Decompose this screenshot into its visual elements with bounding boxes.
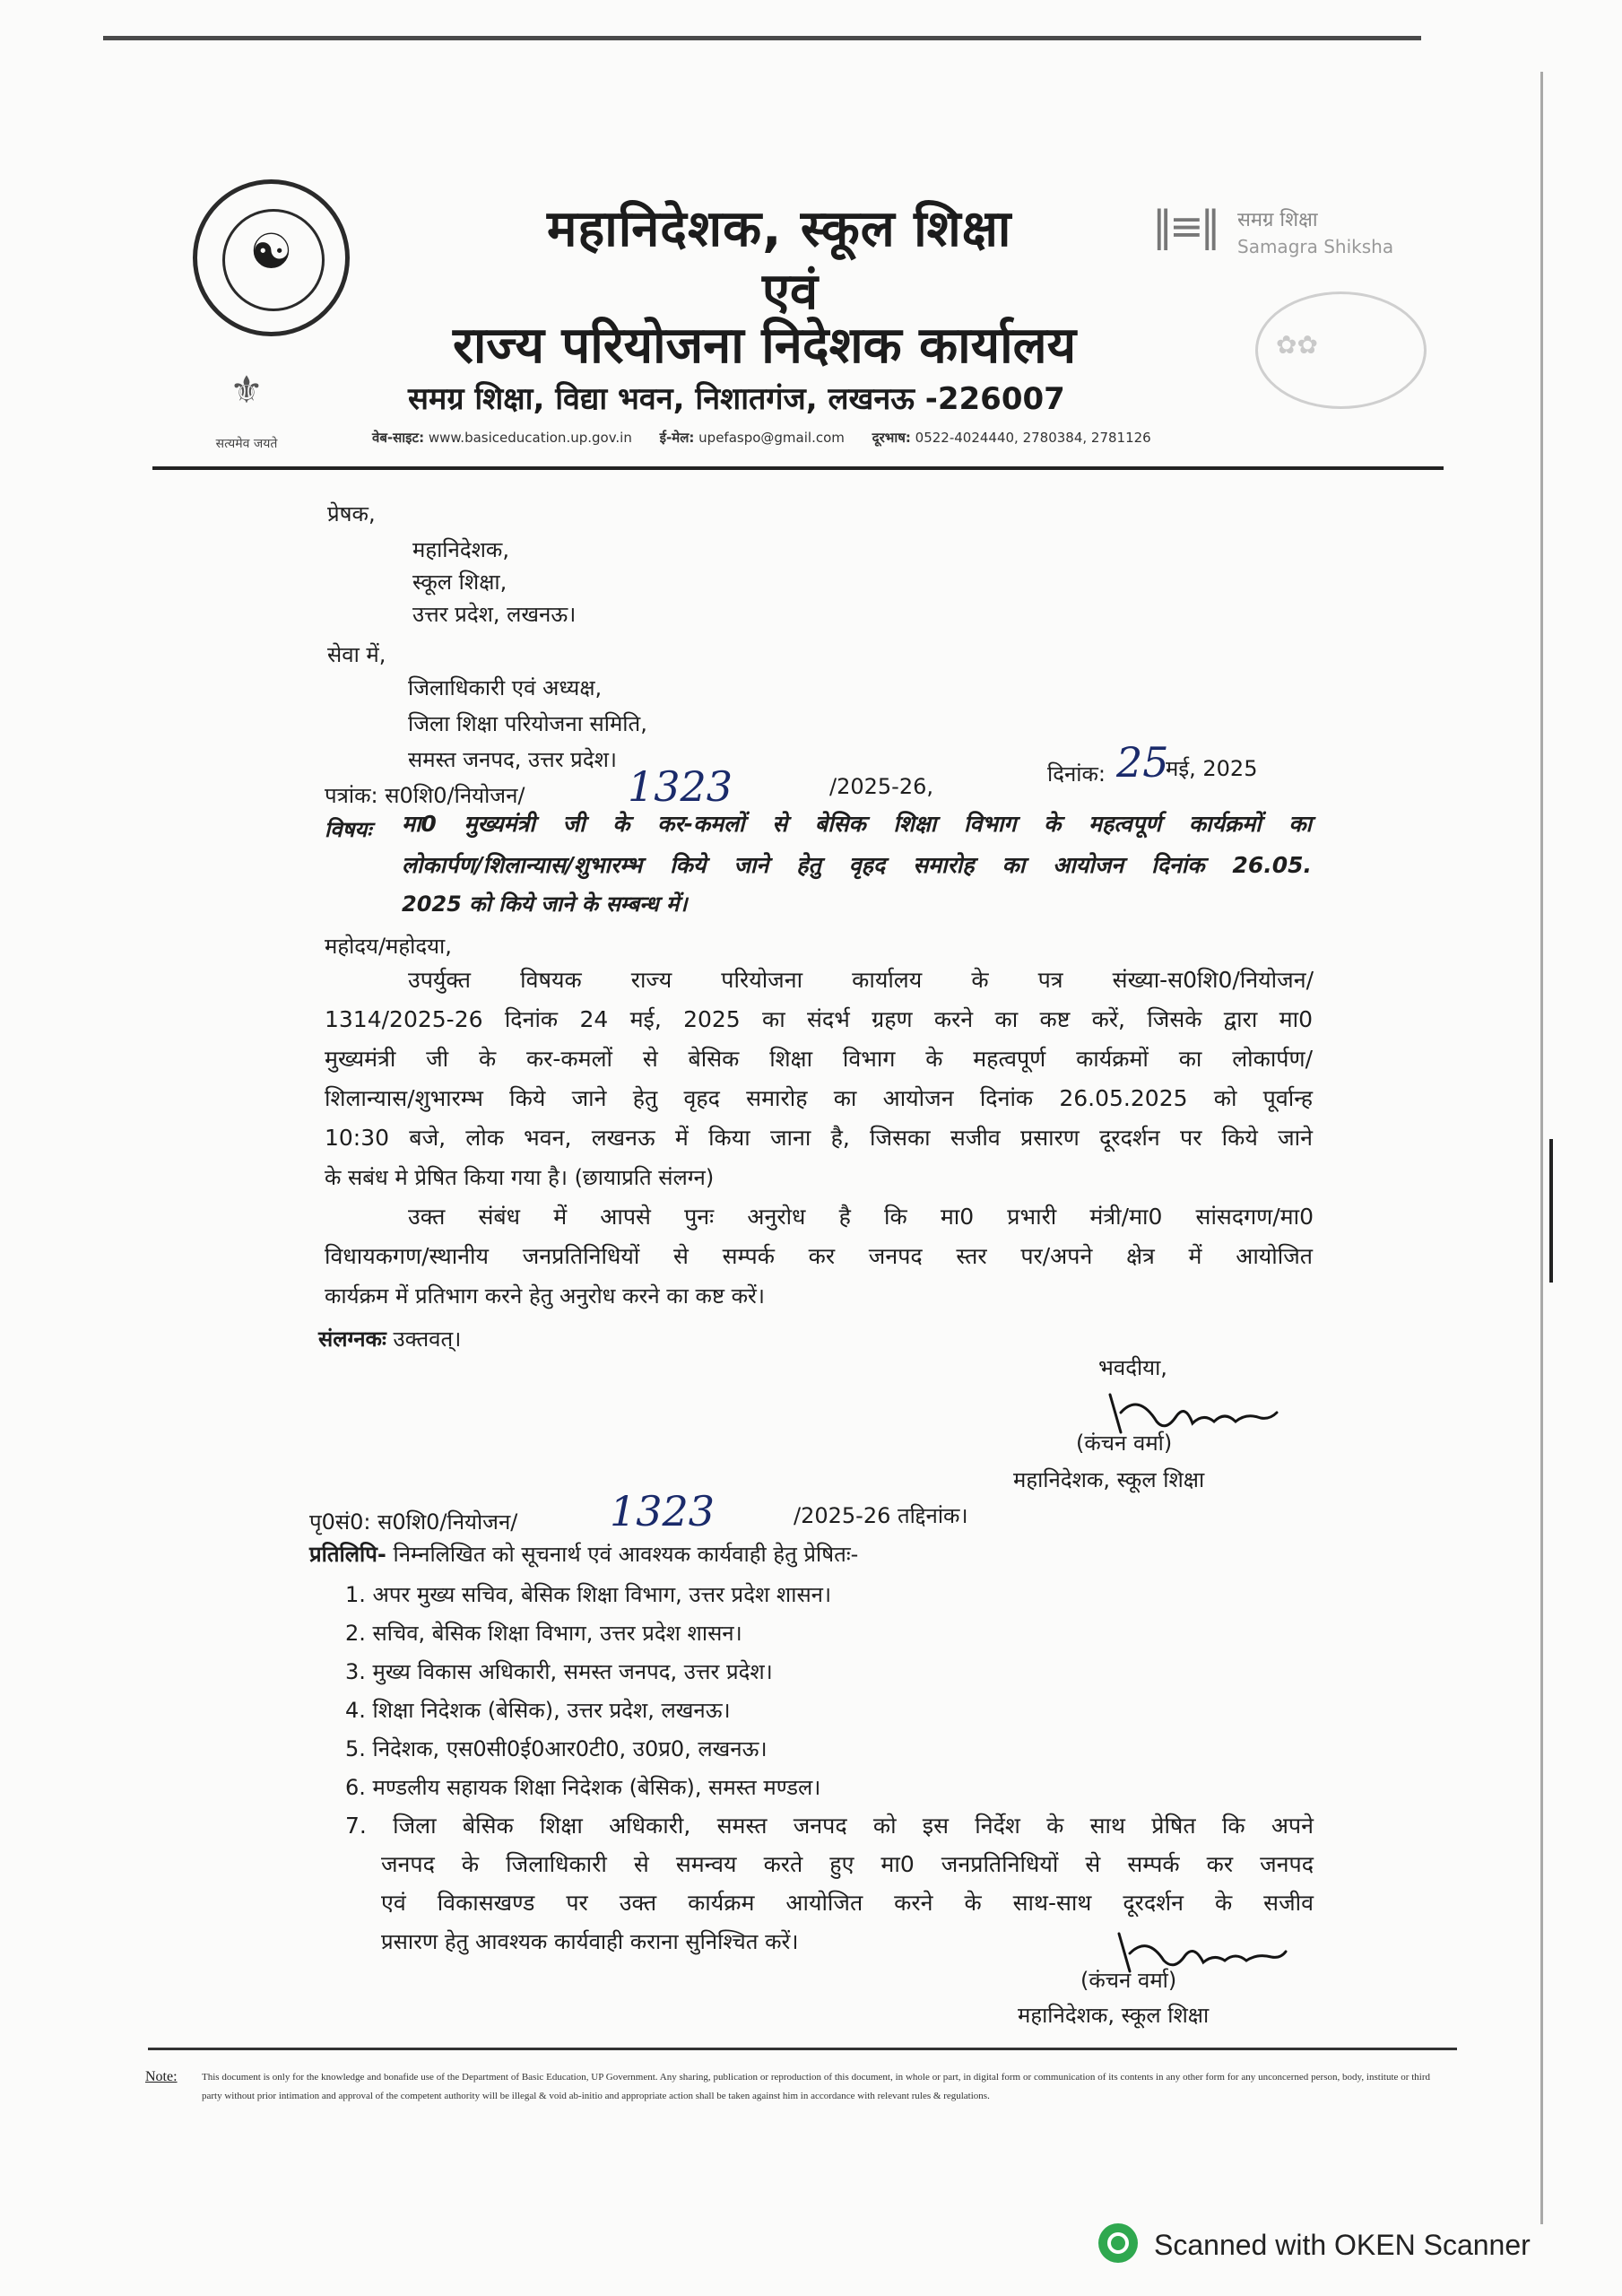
copy-heading-label: प्रतिलिपि-: [309, 1542, 386, 1567]
copy-item-7-line: 7. जिला बेसिक शिक्षा अधिकारी, समस्त जनपद को इस निर्देश के साथ प्रेषित कि अपने: [345, 1813, 1314, 1839]
letter-ref-number-handwritten: 1323: [628, 762, 733, 811]
copy-item: 4. शिक्षा निदेशक (बेसिक), उत्तर प्रदेश, लखनऊ।: [345, 1698, 731, 1723]
copy-item: 1. अपर मुख्य सचिव, बेसिक शिक्षा विभाग, उत्तर प्रदेश शासन।: [345, 1582, 832, 1607]
recipient-line: जिलाधिकारी एवं अध्यक्ष,: [408, 675, 603, 700]
email-label: ई-मेल:: [659, 430, 695, 446]
letterhead-line-1: महानिदेशक, स्कूल शिक्षा: [547, 200, 1012, 258]
samagra-logo-hindi: समग्र शिक्षा: [1237, 209, 1318, 231]
subject-line: मा0 मुख्यमंत्री जी के कर-कमलों से बेसिक शिक्षा विभाग के महत्वपूर्ण कार्यक्रमों का: [402, 811, 1312, 837]
copy-heading-text: निम्नलिखित को सूचनार्थ एवं आवश्यक कार्यवाही हेतु प्रेषितः-: [393, 1542, 859, 1567]
website-link[interactable]: www.basiceducation.up.gov.in: [428, 430, 632, 446]
para2-line: उक्त संबंध में आपसे पुनः अनुरोध है कि मा0 प्रभारी मंत्री/मा0 सांसदगण/मा0: [408, 1204, 1314, 1230]
email-link[interactable]: upefaspo@gmail.com: [698, 430, 845, 446]
subject-line: 2025 को किये जाने के सम्बन्ध में।: [402, 891, 688, 917]
copy-signatory-title: महानिदेशक, स्कूल शिक्षा: [1018, 2003, 1210, 2028]
letterhead-line-3: राज्य परियोजना निदेशक कार्यालय: [453, 317, 1077, 375]
letter-date-day-handwritten: 25: [1116, 738, 1169, 787]
phone-label: दूरभाष:: [872, 430, 911, 446]
copy-item: 5. निदेशक, एस0सी0ई0आर0टी0, उ0प्र0, लखनऊ।: [345, 1736, 768, 1761]
letter-ref-suffix: /2025-26,: [829, 774, 933, 799]
faint-stamp: ✿✿: [1255, 291, 1427, 409]
letterhead-address: समग्र शिक्षा, विद्या भवन, निशातगंज, लखनऊ -226007: [408, 381, 1065, 417]
samagra-logo-mark-icon: ‖≡‖: [1152, 202, 1218, 250]
ashoka-emblem-icon: ⚜: [230, 368, 264, 412]
subject-label: विषयः: [325, 817, 372, 842]
letterhead-contact: [372, 429, 1151, 447]
copy-signatory-name: (कंचन वर्मा): [1080, 1968, 1177, 1993]
para2-line: कार्यक्रम में प्रतिभाग करने हेतु अनुरोध करने का कष्ट करें।: [325, 1283, 765, 1309]
para1-line: शिलान्यास/शुभारम्भ किये जाने हेतु वृहद समारोह का आयोजन दिनांक 26.05.2025 को पूर्वान्ह: [325, 1085, 1313, 1111]
subject-line: लोकार्पण/शिलान्यास/शुभारम्भ किये जाने हेतु वृहद समारोह का आयोजन दिनांक 26.05.: [402, 852, 1312, 878]
letterhead-line-2: एवं: [762, 263, 819, 321]
salutation: महोदय/महोदया,: [325, 934, 452, 959]
scan-side-shadow: [1540, 72, 1543, 2224]
footer-note-text: This document is only for the knowledge and bonafide use of the Department of Basic Education, UP Government. Any sharing, publication or reproduction of this document, in whole or part, in digital form or communication of its contents in any other form for any unconcerned person, body, institute or third party without prior intimation and approval of the competent authority will be illegal & void ab-initio and appropriate action shall be taken against him in accordance with relevant rules & regulations.: [202, 2072, 1430, 2101]
footer-divider: [148, 2048, 1457, 2050]
sender-line: स्कूल शिक्षा,: [412, 570, 507, 595]
para1-line: 10:30 बजे, लोक भवन, लखनऊ में किया जाना है, जिसका सजीव प्रसारण दूरदर्शन पर किये जाने: [325, 1125, 1313, 1151]
closing: भवदीया,: [1098, 1355, 1167, 1380]
letterhead-divider: [152, 466, 1444, 470]
recipient-line: जिला शिक्षा परियोजना समिति,: [408, 711, 647, 736]
samagra-shiksha-logo: [1152, 202, 1430, 274]
enclosure-label: संलग्नकः: [318, 1326, 386, 1352]
recipient-label: सेवा में,: [327, 642, 386, 667]
phone-numbers: 0522-4024440, 2780384, 2781126: [915, 430, 1151, 446]
copy-item: 2. सचिव, बेसिक शिक्षा विभाग, उत्तर प्रदेश शासन।: [345, 1621, 742, 1646]
letter-date-label: दिनांक:: [1047, 761, 1106, 787]
para1-line: मुख्यमंत्री जी के कर-कमलों से बेसिक शिक्षा विभाग के महत्वपूर्ण कार्यक्रमों का लोकार्पण/: [325, 1046, 1313, 1072]
sender-line: महानिदेशक,: [412, 537, 509, 562]
recipient-line: समस्त जनपद, उत्तर प्रदेश।: [408, 747, 617, 772]
scan-side-mark: [1549, 1139, 1553, 1283]
copy-item-7-line: एवं विकासखण्ड पर उक्त कार्यक्रम आयोजित करने के साथ-साथ दूरदर्शन के सजीव: [381, 1890, 1314, 1916]
letter-ref-label: पत्रांक: स0शि0/नियोजन/: [325, 783, 525, 808]
copy-item: 3. मुख्य विकास अधिकारी, समस्त जनपद, उत्तर प्रदेश।: [345, 1659, 773, 1684]
copy-ref-label: पृ0सं0: स0शि0/नियोजन/: [309, 1509, 518, 1535]
footer-note-label: Note:: [145, 2069, 178, 2084]
samagra-logo-english: Samagra Shiksha: [1237, 236, 1394, 257]
para2-line: विधायकगण/स्थानीय जनप्रतिनिधियों से सम्पर्क कर जनपद स्तर पर/अपने क्षेत्र में आयोजित: [325, 1243, 1313, 1269]
enclosure-value: उक्तवत्।: [393, 1326, 462, 1352]
sender-line: उत्तर प्रदेश, लखनऊ।: [412, 602, 577, 627]
up-state-emblem-icon: ☯: [193, 179, 350, 336]
scanner-watermark-text: Scanned with OKEN Scanner: [1154, 2229, 1531, 2261]
enclosure: [318, 1326, 461, 1352]
para1-line: के सबंध मे प्रेषित किया गया है। (छायाप्रति संलग्न): [325, 1165, 715, 1190]
letter-date-rest: मई, 2025: [1166, 756, 1258, 781]
para1-line: उपर्युक्त विषयक राज्य परियोजना कार्यालय के पत्र संख्या-स0शि0/नियोजन/: [408, 967, 1314, 993]
copy-heading: [309, 1541, 858, 1568]
ashoka-caption: सत्यमेव जयते: [215, 437, 278, 451]
copy-ref-suffix: /2025-26 तद्दिनांक।: [794, 1503, 968, 1528]
oken-scanner-logo-icon: [1098, 2223, 1138, 2263]
copy-item-7-line: जनपद के जिलाधिकारी से समन्वय करते हुए मा0 जनप्रतिनिधियों से सम्पर्क कर जनपद: [381, 1851, 1314, 1877]
website-label: वेब-साइट:: [372, 430, 425, 446]
signatory-name: (कंचन वर्मा): [1076, 1431, 1173, 1456]
copy-item-7-line: प्रसारण हेतु आवश्यक कार्यवाही कराना सुनिश्चित करें।: [381, 1929, 799, 1954]
signatory-title: महानिदेशक, स्कूल शिक्षा: [1013, 1467, 1205, 1492]
copy-ref-number-handwritten: 1323: [610, 1487, 716, 1535]
para1-line: 1314/2025-26 दिनांक 24 मई, 2025 का संदर्भ ग्रहण करने का कष्ट करें, जिसके द्वारा मा0: [325, 1006, 1313, 1032]
copy-item: 6. मण्डलीय सहायक शिक्षा निदेशक (बेसिक), समस्त मण्डल।: [345, 1775, 821, 1800]
sender-label: प्रेषक,: [327, 501, 376, 526]
scan-edge-line: [103, 36, 1421, 40]
